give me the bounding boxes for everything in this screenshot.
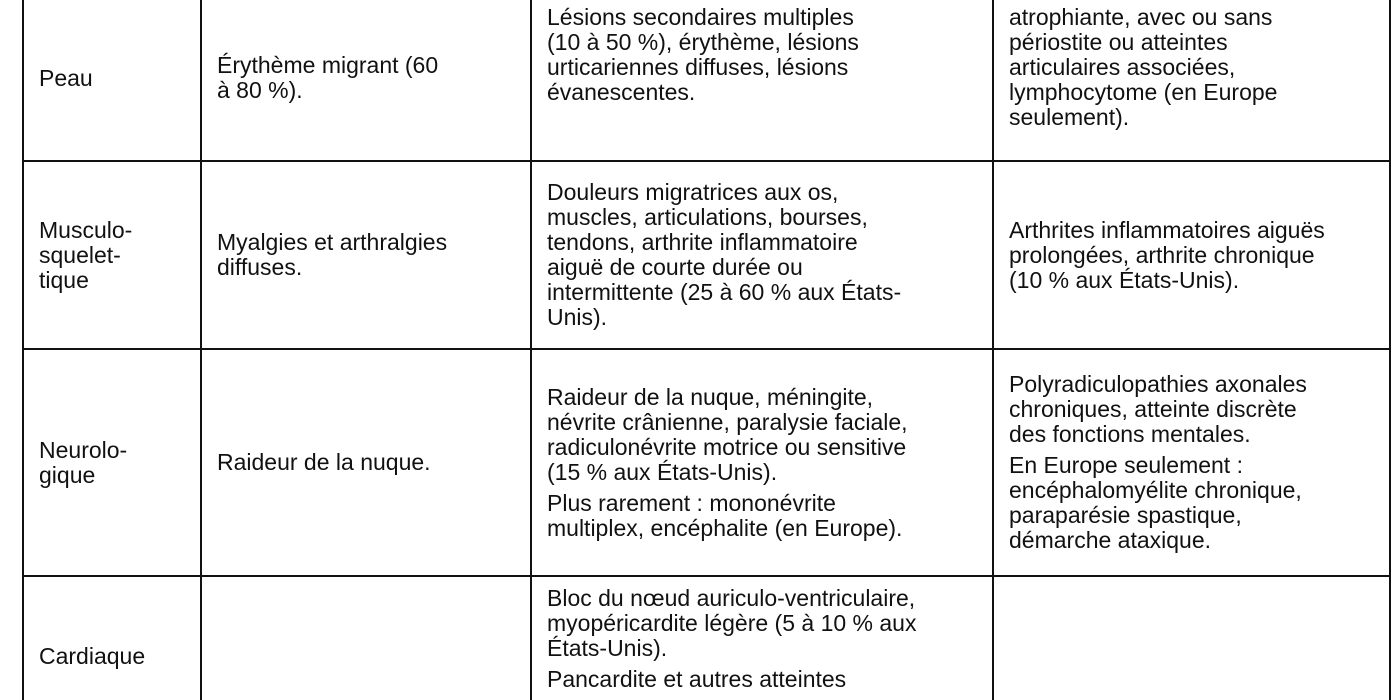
cell-line: Neurolo- bbox=[39, 436, 128, 463]
cell-line: Pancardite et autres atteintes bbox=[547, 666, 847, 692]
cell-disseminated bbox=[531, 349, 993, 576]
cell-line: lymphocytome (en Europe bbox=[1009, 79, 1278, 105]
cell-line: Lésions secondaires multiples bbox=[547, 4, 854, 30]
cell-system bbox=[23, 576, 201, 700]
cell-line: prolongées, arthrite chronique bbox=[1009, 241, 1315, 268]
cell-line: Peau bbox=[39, 64, 93, 91]
cell-disseminated bbox=[531, 161, 993, 349]
cell-paragraph bbox=[547, 5, 978, 105]
cell-line: Bloc du nœud auriculo-ventriculaire, bbox=[547, 585, 916, 611]
cell-paragraph bbox=[547, 491, 978, 541]
cell-line: Plus rarement : mononévrite bbox=[547, 489, 836, 516]
cell-early bbox=[201, 576, 531, 700]
cell-line: Myalgies et arthralgies bbox=[217, 229, 448, 255]
cell-line: squelet- bbox=[39, 241, 121, 268]
cell-line: Raideur de la nuque, méningite, bbox=[547, 383, 874, 410]
cell-line: Unis). bbox=[547, 304, 608, 330]
table-row bbox=[23, 349, 1390, 576]
cell-line: tendons, arthrite inflammatoire bbox=[547, 229, 858, 255]
lyme-manifestations-table bbox=[22, 0, 1391, 700]
cell-late bbox=[993, 161, 1390, 349]
cell-line: gique bbox=[39, 461, 96, 488]
cell-paragraph bbox=[1009, 453, 1375, 553]
cell-line: Musculo- bbox=[39, 216, 133, 243]
cell-line: (15 % aux États-Unis). bbox=[547, 458, 778, 485]
cell-line: à 80 %). bbox=[217, 77, 303, 103]
cell-line: (10 à 50 %), érythème, lésions bbox=[547, 29, 859, 55]
cell-early bbox=[201, 349, 531, 576]
cell-paragraph bbox=[547, 180, 978, 330]
cell-line: périostite ou atteintes bbox=[1009, 29, 1228, 55]
cell-line: myopéricardite légère (5 à 10 % aux bbox=[547, 610, 917, 636]
cell-line: atrophiante, avec ou sans bbox=[1009, 4, 1273, 30]
cell-line: urticariennes diffuses, lésions bbox=[547, 54, 849, 80]
cell-line: intermittente (25 à 60 % aux États- bbox=[547, 279, 902, 305]
cell-line: multiplex, encéphalite (en Europe). bbox=[547, 514, 903, 541]
cell-line: évanescentes. bbox=[547, 79, 696, 105]
cell-line: (10 % aux États-Unis). bbox=[1009, 266, 1240, 293]
cell-disseminated bbox=[531, 576, 993, 700]
cell-line: articulaires associées, bbox=[1009, 54, 1236, 80]
cell-line: Polyradiculopathies axonales bbox=[1009, 371, 1307, 397]
cell-early bbox=[201, 0, 531, 161]
cell-paragraph bbox=[1009, 218, 1375, 293]
cell-line: seulement). bbox=[1009, 104, 1130, 130]
cell-line: États-Unis). bbox=[547, 635, 668, 661]
cell-line: diffuses. bbox=[217, 254, 303, 280]
table-row bbox=[23, 576, 1390, 700]
cell-system bbox=[23, 349, 201, 576]
cell-system bbox=[23, 161, 201, 349]
cell-line: chroniques, atteinte discrète bbox=[1009, 396, 1297, 422]
cell-line: encéphalomyélite chronique, bbox=[1009, 477, 1302, 503]
cell-late bbox=[993, 0, 1390, 161]
cell-paragraph bbox=[547, 586, 978, 661]
cell-line: démarche ataxique. bbox=[1009, 527, 1212, 553]
cell-line: des fonctions mentales. bbox=[1009, 421, 1251, 447]
cell-line: radiculonévrite motrice ou sensitive bbox=[547, 433, 907, 460]
cell-line: aiguë de courte durée ou bbox=[547, 254, 803, 280]
cell-line: Arthrites inflammatoires aiguës bbox=[1009, 216, 1325, 243]
cell-line: Érythème migrant (60 bbox=[217, 52, 439, 78]
cell-late bbox=[993, 576, 1390, 700]
cell-line: muscles, articulations, bourses, bbox=[547, 204, 868, 230]
cell-paragraph bbox=[1009, 372, 1375, 447]
cell-paragraph bbox=[547, 385, 978, 485]
cell-line: En Europe seulement : bbox=[1009, 452, 1243, 478]
cell-early bbox=[201, 161, 531, 349]
cell-line: névrite crânienne, paralysie faciale, bbox=[547, 408, 908, 435]
cell-line: paraparésie spastique, bbox=[1009, 502, 1242, 528]
cell-paragraph bbox=[1009, 5, 1375, 130]
cell-line: Raideur de la nuque. bbox=[217, 449, 431, 475]
table-row bbox=[23, 0, 1390, 161]
cell-line: Douleurs migratrices aux os, bbox=[547, 179, 839, 205]
cell-late bbox=[993, 349, 1390, 576]
cell-line: tique bbox=[39, 266, 89, 293]
cell-system bbox=[23, 0, 201, 161]
cell-line: Cardiaque bbox=[39, 643, 146, 669]
cell-paragraph bbox=[547, 667, 978, 692]
table-row bbox=[23, 161, 1390, 349]
cell-disseminated bbox=[531, 0, 993, 161]
